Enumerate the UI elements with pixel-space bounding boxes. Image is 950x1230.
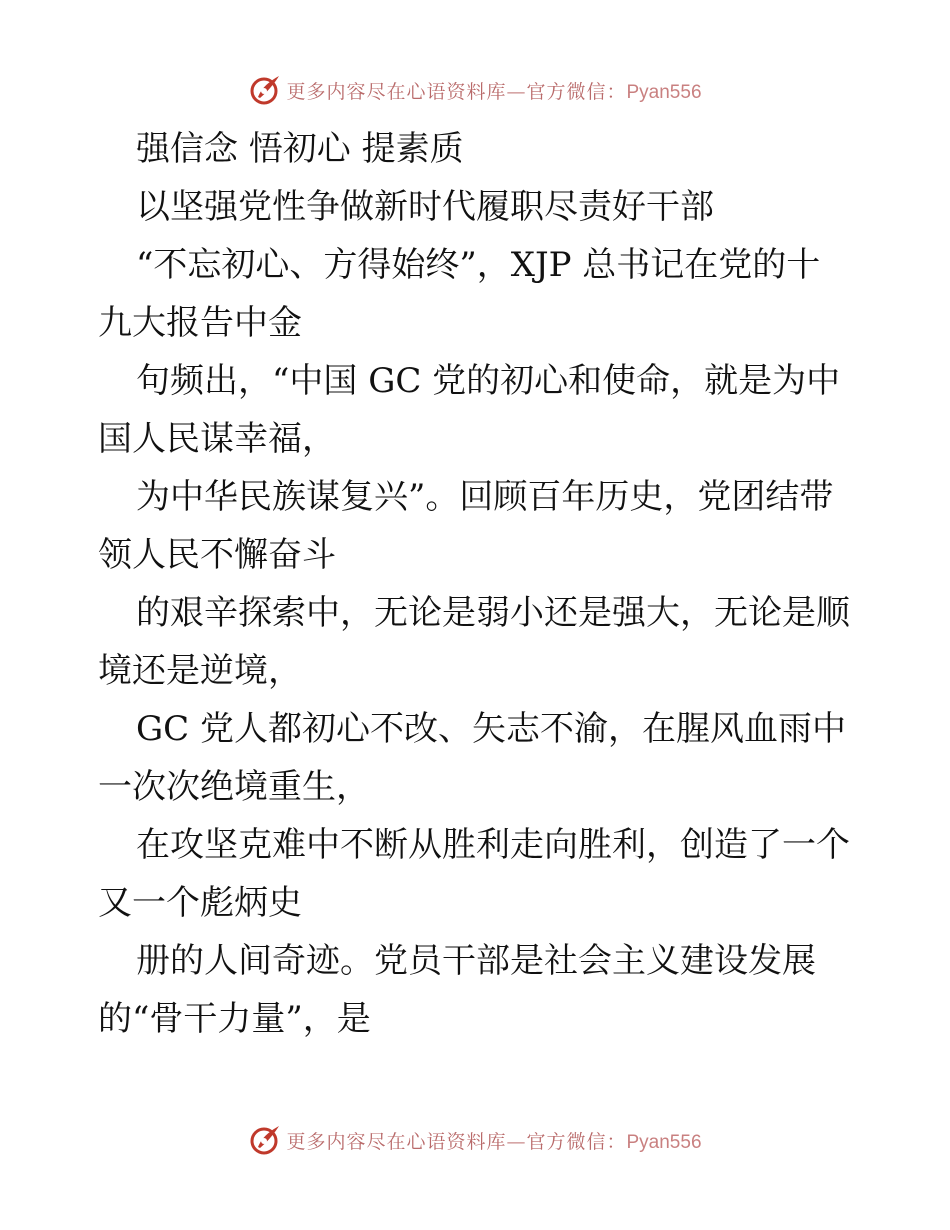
paragraph-line: 为中华民族谋复兴”。回顾百年历史，党团结带: [136, 477, 834, 517]
footer-banner: [0, 1120, 950, 1160]
paragraph-line: 的艰辛探索中，无论是弱小还是强大，无论是顺: [136, 593, 850, 633]
paragraph-line: GC 党人都初心不改、矢志不渝，在腥风血雨中: [136, 709, 846, 749]
paragraph-line: 句频出，“中国 GC 党的初心和使命，就是为中: [136, 361, 841, 401]
quill-logo-icon: [248, 73, 282, 107]
article-subtitle: 以坚强党性争做新时代履职尽责好干部: [136, 187, 714, 227]
paragraph-line: 境还是逆境，: [98, 651, 302, 691]
article-title: 强信念 悟初心 提素质: [136, 129, 464, 169]
paragraph-line: 九大报告中金: [98, 303, 302, 343]
banner-text: [286, 77, 701, 104]
paragraph-line: 在攻坚克难中不断从胜利走向胜利，创造了一个: [136, 825, 850, 865]
banner-separator: —: [506, 1130, 527, 1153]
paragraph-line: “不忘初心、方得始终”，XJP 总书记在党的十: [136, 245, 821, 285]
banner-wechat-id: Pyan556: [626, 1131, 702, 1153]
banner-wechat-label: 官方微信：: [526, 80, 627, 103]
banner-text: [286, 1127, 701, 1154]
banner-wechat-id: Pyan556: [626, 81, 702, 103]
paragraph-line: 国人民谋幸福，: [98, 419, 336, 459]
header-banner: [0, 70, 950, 110]
article-body: [98, 120, 858, 1048]
banner-main-text: 更多内容尽在心语资料库: [286, 1130, 507, 1153]
paragraph-line: 的“骨干力量”，是: [98, 999, 371, 1039]
paragraph-line: 册的人间奇迹。党员干部是社会主义建设发展: [136, 941, 816, 981]
banner-separator: —: [506, 80, 527, 103]
paragraph-line: 一次次绝境重生，: [98, 767, 370, 807]
paragraph-line: 领人民不懈奋斗: [98, 535, 336, 575]
quill-logo-icon: [248, 1123, 282, 1157]
banner-wechat-label: 官方微信：: [526, 1130, 627, 1153]
paragraph-line: 又一个彪炳史: [98, 883, 302, 923]
banner-main-text: 更多内容尽在心语资料库: [286, 80, 507, 103]
